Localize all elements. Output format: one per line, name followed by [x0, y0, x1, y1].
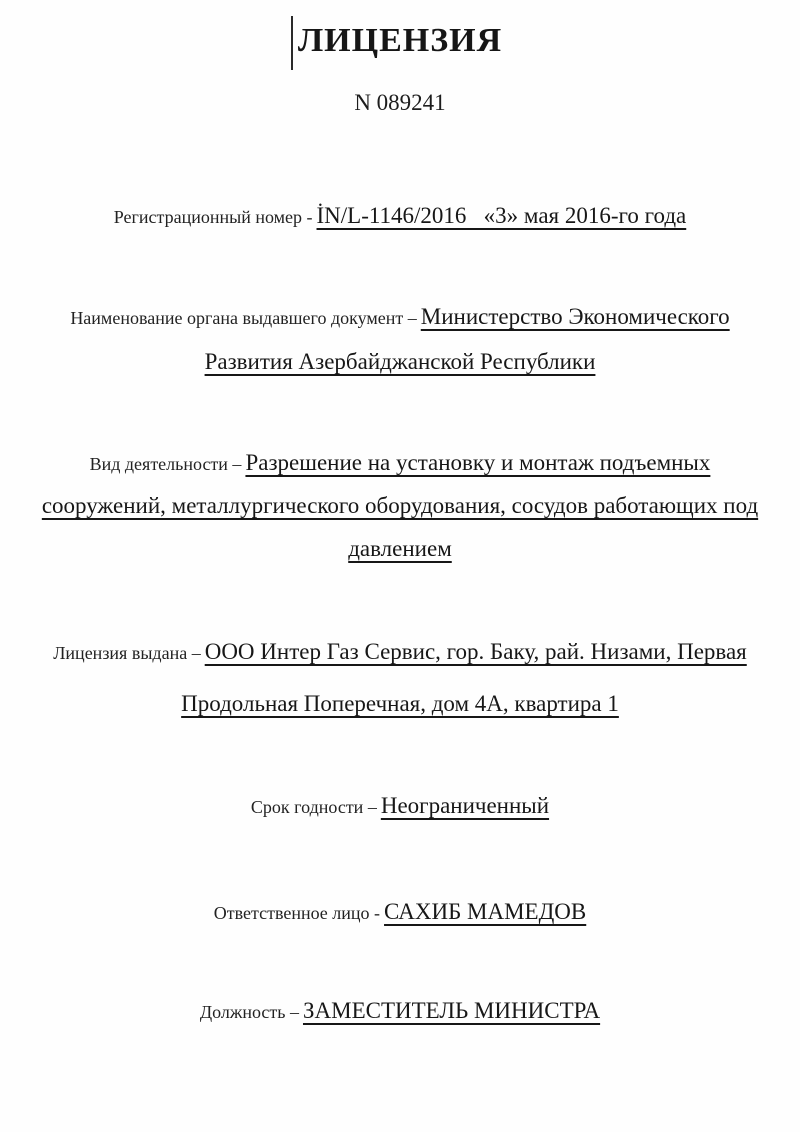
field-registration-number — [0, 198, 800, 235]
document-title-wrap — [298, 22, 502, 60]
document-title: ЛИЦЕНЗИЯ — [297, 22, 503, 59]
field-position-value: ЗАМЕСТИТЕЛЬ МИНИСТРА — [302, 998, 601, 1024]
field-registration-number-label: Регистрационный номер - — [113, 207, 313, 227]
field-licensee-value: ООО Интер Газ Сервис, гор. Баку, рай. Низами, Первая Продольная Поперечная, дом 4А, квартира 1 — [181, 639, 747, 716]
license-number: N 089241 — [354, 90, 446, 115]
document-title-row — [0, 0, 800, 60]
field-responsible-person-value: САХИБ МАМЕДОВ — [384, 899, 587, 925]
field-issuing-authority — [0, 295, 800, 385]
field-validity-period-label: Срок годности – — [250, 796, 377, 817]
field-validity-period — [0, 788, 800, 825]
field-responsible-person-label: Ответственное лицо - — [213, 903, 381, 924]
field-responsible-person — [0, 894, 800, 931]
field-issuing-authority-label: Наименование органа выдавшего документ – — [70, 307, 417, 328]
field-registration-number-value: İN/L-1146/2016 «3» мая 2016-го года — [316, 203, 687, 228]
field-activity-type-value: Разрешение на установку и монтаж подъемных сооружений, металлургического оборудования, сосудов работающих под давлением — [41, 450, 759, 561]
field-position-label: Должность – — [199, 1002, 299, 1023]
field-validity-period-value: Неограниченный — [380, 792, 550, 818]
field-activity-type-label: Вид деятельности – — [89, 454, 242, 475]
text-cursor-artifact — [291, 16, 293, 70]
field-licensee — [0, 626, 800, 730]
field-licensee-label: Лицензия выдана – — [53, 643, 201, 664]
field-position — [0, 993, 800, 1030]
field-activity-type — [0, 442, 800, 570]
field-issuing-authority-value: Министерство Экономического Развития Азербайджанской Республики — [204, 303, 730, 374]
